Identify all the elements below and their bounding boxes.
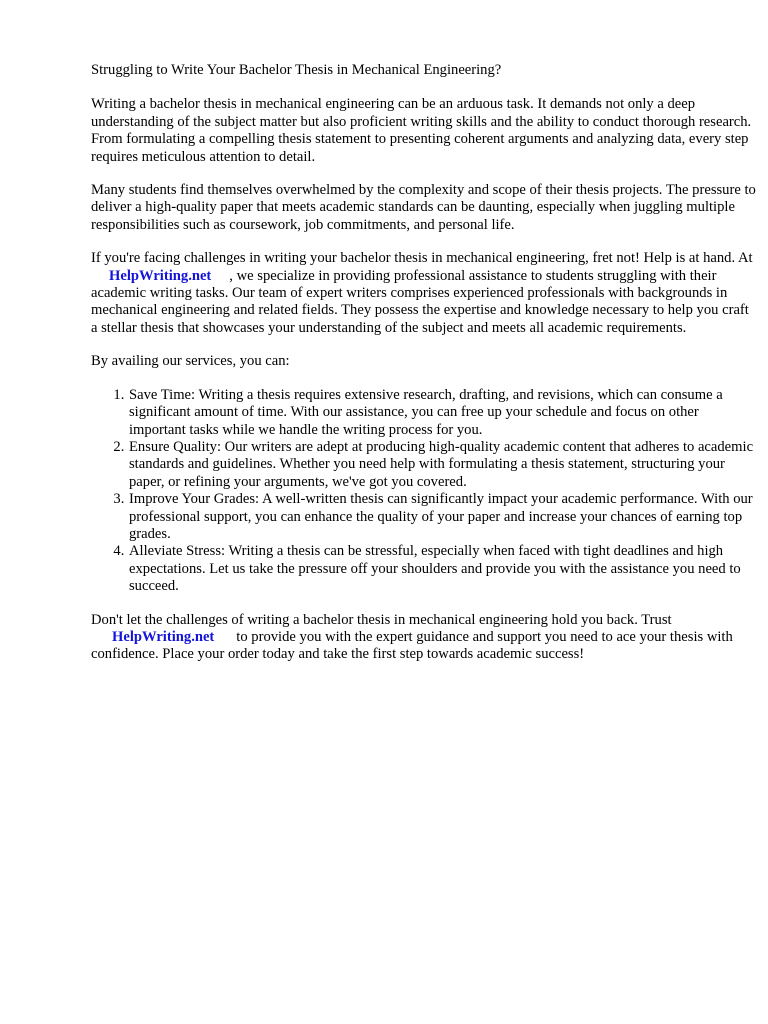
- benefit-item-save-time: 1. Save Time: Writing a thesis requires extensive research, drafting, and revisions, which can consume a significant amount of time. With our assistance, you can free up your schedule and focus on other important tasks while we handle the writing process for you.: [128, 387, 757, 439]
- overwhelmed-paragraph: Many students find themselves overwhelmed by the complexity and scope of their thesis projects. The pressure to deliver a high-quality paper that meets academic standards can be daunting, especially when juggling multiple responsibilities such as coursework, job commitments, and personal life.: [91, 182, 756, 233]
- helpwriting-link[interactable]: HelpWriting.net: [109, 267, 212, 284]
- benefit-item-alleviate-stress: 4. Alleviate Stress: Writing a thesis can be stressful, especially when faced with tight deadlines and high expectations. Let us take the pressure off your shoulders and provide you with the assistance you need to succeed.: [128, 543, 757, 595]
- document-title: Struggling to Write Your Bachelor Thesis in Mechanical Engineering?: [91, 62, 502, 78]
- benefit-item-improve-grades: 3. Improve Your Grades: A well-written thesis can significantly impact your academic performance. With our professional support, you can enhance the quality of your paper and increase your chances of earning top grades.: [128, 491, 757, 543]
- closing-text-before-link: Don't let the challenges of writing a bachelor thesis in mechanical engineering hold you back. Trust: [91, 611, 672, 628]
- services-intro: By availing our services, you can:: [91, 353, 290, 370]
- helpwriting-link-closing[interactable]: HelpWriting.net: [112, 628, 215, 645]
- help-text-before-link: If you're facing challenges in writing your bachelor thesis in mechanical engineering, fret not! Help is at hand. At: [91, 250, 753, 267]
- closing-text-after-link: to provide you with the expert guidance and support you need to ace your thesis with confidence. Place your order today and take the first step towards academic success!: [91, 628, 733, 663]
- help-text-after-link: , we specialize in providing professional assistance to students struggling with their academic writing tasks. Our team of expert writers comprises experienced professionals with backgrounds in mechanical engineering and related fields. They possess the expertise and knowledge necessary to help you craft a stellar thesis that showcases your understanding of the subject and meets all academic requirements.: [91, 267, 749, 336]
- help-paragraph: [91, 250, 757, 337]
- benefits-list: [91, 387, 757, 596]
- benefit-item-ensure-quality: 2. Ensure Quality: Our writers are adept at producing high-quality academic content that adheres to academic standards and guidelines. Whether you need help with formulating a thesis statement, structuring your paper, or refining your arguments, we've got you covered.: [128, 439, 757, 491]
- closing-paragraph: [91, 612, 757, 664]
- intro-paragraph: Writing a bachelor thesis in mechanical engineering can be an arduous task. It demands not only a deep understanding of the subject matter but also proficient writing skills and the ability to conduct thorough research. From formulating a compelling thesis statement to presenting coherent arguments and analyzing data, every step requires meticulous attention to detail.: [91, 96, 752, 165]
- document-page: [91, 62, 757, 680]
